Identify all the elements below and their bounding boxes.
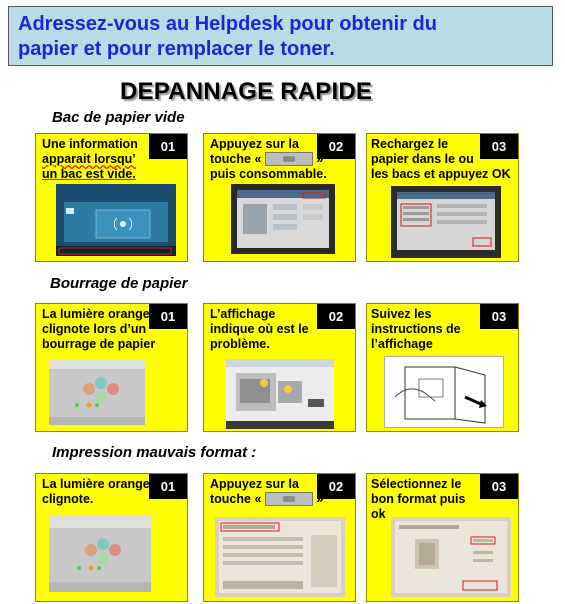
step-number: 03 <box>480 474 518 499</box>
step-line: Appuyez sur la <box>210 477 299 491</box>
consumables-screen-illustration <box>231 184 335 254</box>
step-number: 02 <box>317 134 355 159</box>
step-line: puis consommable. <box>210 167 327 181</box>
screen-photo <box>56 184 176 256</box>
instruction-diagram <box>384 356 504 428</box>
step-text <box>210 137 327 182</box>
step-text <box>371 137 511 182</box>
step-card <box>35 133 188 262</box>
screen-photo <box>391 186 501 258</box>
screen-photo <box>231 184 335 254</box>
step-text <box>371 307 461 352</box>
step-line: papier dans le ou <box>371 152 474 166</box>
step-number: 03 <box>480 304 518 329</box>
step-number: 03 <box>480 134 518 159</box>
control-panel-photo <box>49 359 145 425</box>
step-line: bon format puis <box>371 492 466 506</box>
step-line: un bac est vide. <box>42 167 136 181</box>
page-title: DEPANNAGE RAPIDE <box>120 78 373 105</box>
banner-line-2: papier et pour remplacer le toner. <box>18 38 335 60</box>
step-line: problème. <box>210 337 270 351</box>
screen-photo <box>391 517 511 597</box>
step-card <box>203 473 356 602</box>
step-line: l’affichage <box>371 337 433 351</box>
step-line: bourrage de papier <box>42 337 156 351</box>
step-line: instructions de <box>371 322 461 336</box>
step-line: clignote. <box>42 492 94 506</box>
step-number: 01 <box>149 474 187 499</box>
step-line: La lumière orange <box>42 307 150 321</box>
step-line: les bacs et appuyez OK <box>371 167 511 181</box>
step-number: 02 <box>317 304 355 329</box>
step-number: 01 <box>149 304 187 329</box>
step-line: Suivez les <box>371 307 432 321</box>
step-line: ok <box>371 507 386 521</box>
step-card <box>366 133 519 262</box>
step-card <box>366 473 519 602</box>
step-text <box>371 477 465 522</box>
jam-location-screen-illustration <box>226 359 334 429</box>
step-number: 01 <box>149 134 187 159</box>
format-select-screen-illustration <box>391 517 511 597</box>
step-line: apparait lorsqu’ <box>42 152 136 166</box>
step-line: Une information <box>42 137 138 151</box>
step-card <box>203 133 356 262</box>
step-line: indique où est le <box>210 322 309 336</box>
step-line: touche « » <box>210 152 324 166</box>
open-door-illustration <box>385 357 504 428</box>
section-heading-paper-jam: Bourrage de papier <box>50 275 188 292</box>
step-line: Appuyez sur la <box>210 137 299 151</box>
step-text <box>210 477 323 507</box>
job-status-screen-illustration <box>215 517 345 597</box>
menu-key-icon <box>265 492 313 506</box>
step-line: La lumière orange <box>42 477 150 491</box>
step-text <box>210 307 309 352</box>
screen-photo <box>215 517 345 597</box>
section-heading-empty-tray: Bac de papier vide <box>52 109 185 126</box>
paper-tray-screen-illustration <box>391 186 501 258</box>
step-line: touche « » <box>210 492 324 506</box>
step-card <box>366 303 519 432</box>
control-panel-illustration <box>49 516 151 592</box>
control-panel-illustration <box>49 359 145 425</box>
step-line: Sélectionnez le <box>371 477 462 491</box>
step-text <box>42 477 150 507</box>
screen-photo <box>226 359 334 429</box>
control-panel-photo <box>49 516 151 592</box>
step-card <box>35 473 188 602</box>
step-text <box>42 307 155 352</box>
banner-line-1: Adressez-vous au Helpdesk pour obtenir du <box>18 13 437 35</box>
step-card <box>203 303 356 432</box>
menu-key-icon <box>265 152 313 166</box>
section-heading-wrong-format: Impression mauvais format : <box>52 444 257 461</box>
step-line: L’affichage <box>210 307 276 321</box>
step-card <box>35 303 188 432</box>
step-line: clignote lors d’un <box>42 322 147 336</box>
helpdesk-banner <box>8 6 553 66</box>
empty-tray-screen-illustration <box>56 184 176 256</box>
step-text <box>42 137 138 182</box>
step-line: Rechargez le <box>371 137 449 151</box>
step-number: 02 <box>317 474 355 499</box>
